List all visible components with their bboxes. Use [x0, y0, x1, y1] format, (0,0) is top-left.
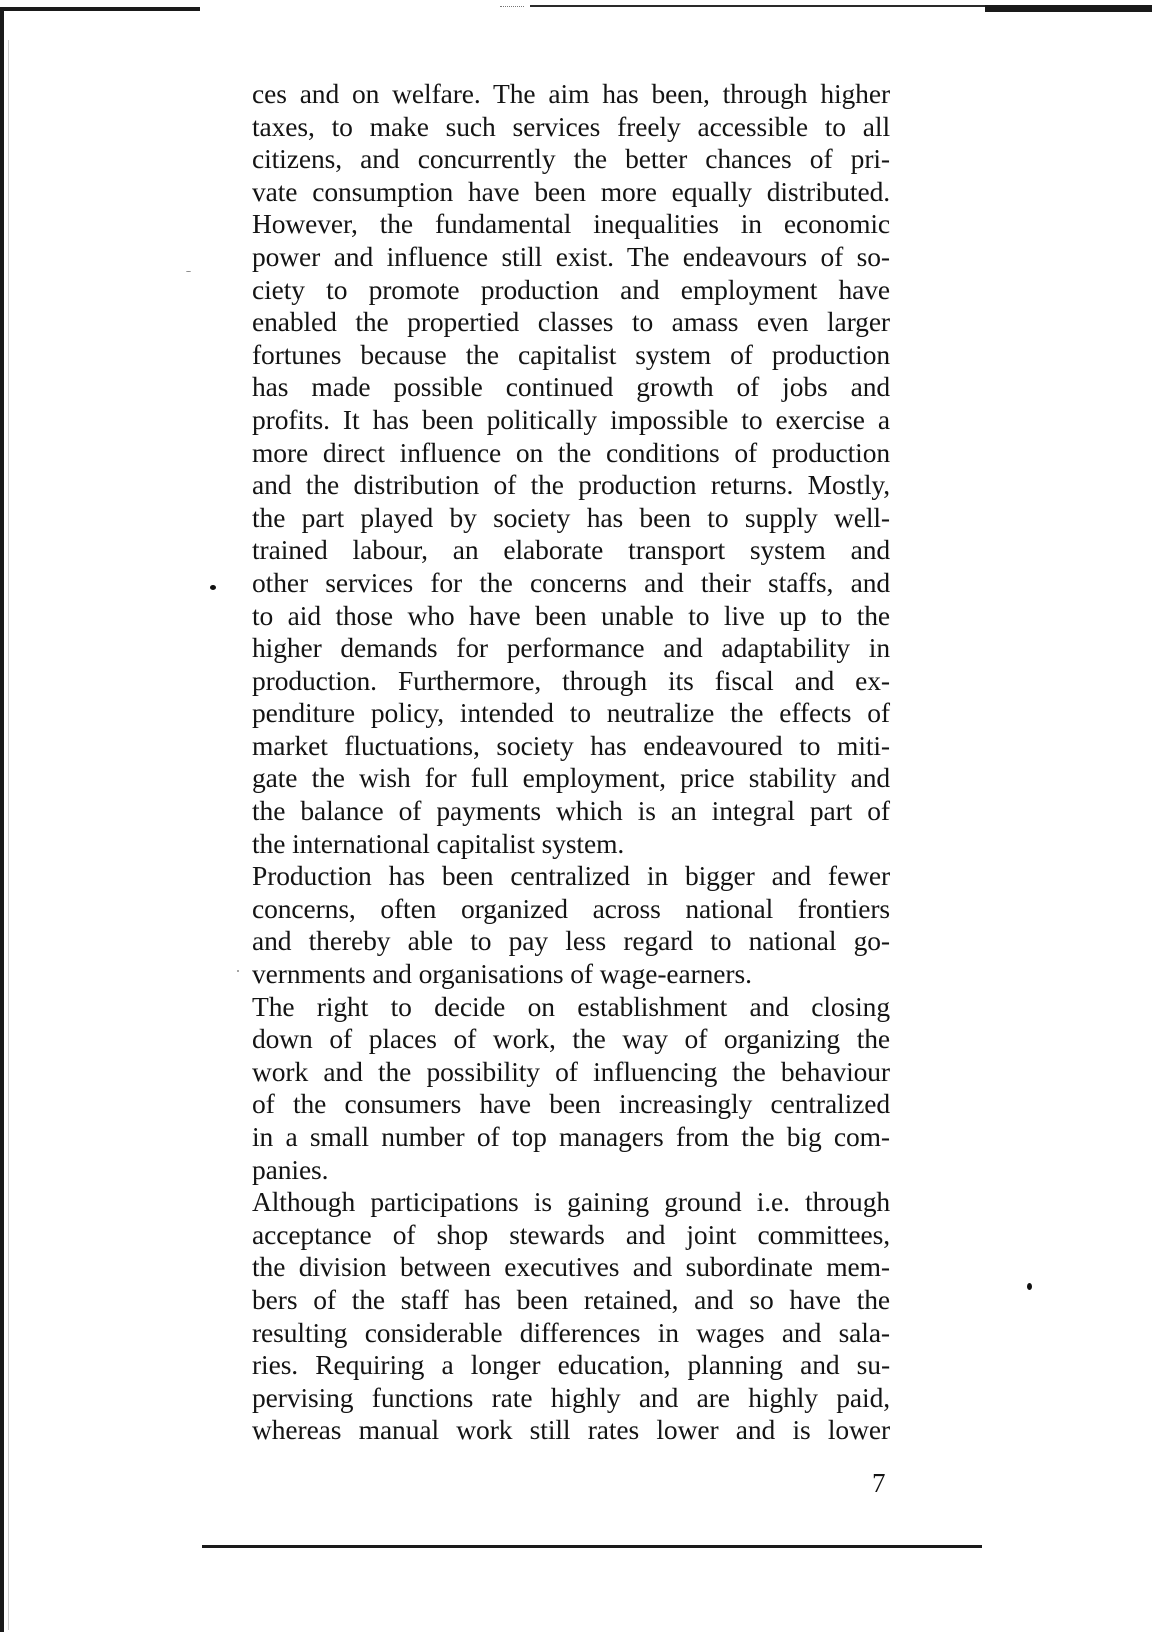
text-line: resulting considerable differences in wages and sala- [252, 1316, 890, 1348]
bottom-rule [202, 1545, 982, 1548]
text-line: panies. [252, 1153, 329, 1185]
text-line: ces and on welfare. The aim has been, through higher [252, 78, 890, 109]
scan-border-top-right-thick [985, 5, 1152, 12]
body-text [252, 78, 890, 1447]
scan-border-left-inner [8, 40, 9, 1630]
text-line: penditure policy, intended to neutralize the effects of [252, 697, 890, 729]
text-line: more direct influence on the conditions of production [252, 436, 890, 468]
text-line: the part played by society has been to supply well- [252, 501, 890, 533]
scan-border-left [0, 7, 4, 1632]
text-line: to aid those who have been unable to live up to the [252, 599, 890, 631]
text-line: ries. Requiring a longer education, planning and su- [252, 1349, 890, 1381]
text-line: work and the possibility of influencing the behaviour [252, 1055, 890, 1087]
text-line: vernments and organisations of wage-earners. [252, 958, 752, 990]
text-line: enabled the propertied classes to amass even larger [252, 306, 890, 338]
text-line: production. Furthermore, through its fiscal and ex- [252, 664, 890, 696]
text-line: fortunes because the capitalist system of production [252, 338, 890, 370]
scan-border-top-left [0, 7, 200, 11]
text-line: down of places of work, the way of organizing the [252, 1023, 890, 1055]
page-number: 7 [872, 1468, 886, 1498]
text-line: profits. It has been politically impossible to exercise a [252, 403, 890, 435]
text-line: ciety to promote production and employment have [252, 273, 890, 305]
text-line: other services for the concerns and their staffs, and [252, 566, 890, 598]
text-line: market fluctuations, society has endeavoured to miti- [252, 729, 890, 761]
text-line: taxes, to make such services freely accessible to all [252, 110, 890, 142]
text-line: the balance of payments which is an integral part of [252, 795, 890, 827]
scan-border-top-dots [500, 6, 524, 8]
text-line: trained labour, an elaborate transport system and [252, 534, 890, 566]
text-line: Production has been centralized in bigger and fewer [252, 860, 890, 892]
text-line: whereas manual work still rates lower and is lower [252, 1414, 890, 1446]
text-line: has made possible continued growth of jobs and [252, 371, 890, 403]
text-line: higher demands for performance and adaptability in [252, 632, 890, 664]
scan-speck [1027, 1283, 1032, 1290]
text-line: concerns, often organized across national frontiers [252, 892, 890, 924]
scan-speck [210, 585, 216, 590]
text-line: pervising functions rate highly and are highly paid, [252, 1381, 890, 1413]
text-line: gate the wish for full employment, price stability and [252, 762, 890, 794]
text-line: and the distribution of the production returns. Mostly, [252, 469, 890, 501]
scan-speck [186, 271, 191, 272]
text-line: bers of the staff has been retained, and so have the [252, 1283, 890, 1315]
text-line: in a small number of top managers from the big com- [252, 1121, 890, 1152]
text-line: Although participations is gaining ground i.e. through [252, 1186, 890, 1218]
text-line: of the consumers have been increasingly centralized [252, 1088, 890, 1120]
text-line: vate consumption have been more equally distributed. [252, 175, 890, 207]
text-line: power and influence still exist. The endeavours of so- [252, 240, 890, 272]
text-line: However, the fundamental inequalities in economic [252, 208, 890, 240]
text-line: the division between executives and subordinate mem- [252, 1251, 890, 1283]
scan-speck [237, 970, 239, 972]
text-line: and thereby able to pay less regard to national go- [252, 925, 890, 957]
text-line: acceptance of shop stewards and joint committees, [252, 1218, 890, 1250]
text-line: the international capitalist system. [252, 827, 625, 859]
text-line: citizens, and concurrently the better chances of pri- [252, 143, 890, 175]
text-line: The right to decide on establishment and closing [252, 990, 890, 1022]
